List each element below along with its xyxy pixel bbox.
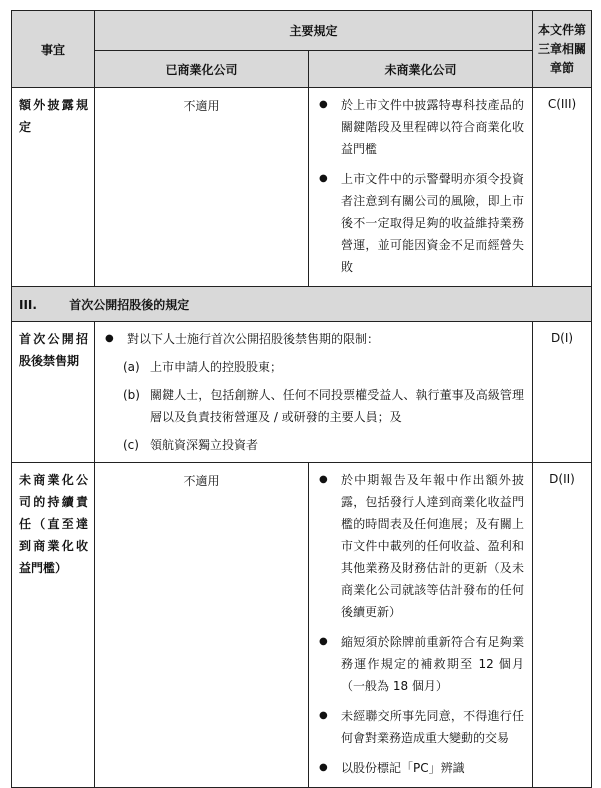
not-applicable-text: 不適用 [95,88,309,287]
list-item: ● 於上市文件中披露特專科技產品的關鍵階段及里程碑以符合商業化收益門檻 [315,94,524,160]
list-item: ● 上市文件中的示警聲明亦須令投資者注意到有關公司的風險，即上市後不一定取得足夠的收益維持業務營運，並可能因資金不足而經營失敗 [315,168,524,278]
bullet-dot-icon: ● [319,99,328,110]
header-matter: 事宜 [12,11,95,88]
topic-disclosure: 額外披露規定 [12,88,95,287]
lockup-content [95,322,533,463]
header-section-ref: 本文件第三章相關章節 [533,11,592,88]
list-item: (b) 關鍵人士，包括創辦人、任何不同投票權受益人、執行董事及高級管理層以及負責技術營運及 / 或研發的主要人員；及 [123,388,525,424]
list-item: ● 縮短須於除牌前重新符合有足夠業務運作規定的補救期至 12 個月（一般為 18 個月） [315,631,524,697]
bullet-dot-icon: ● [319,474,328,485]
section-ref: D(I) [533,322,592,463]
list-item: (c) 領航資深獨立投資者 [123,438,259,452]
ongoing-bullets [309,463,533,788]
list-item: ● 未經聯交所事先同意，不得進行任何會對業務造成重大變動的交易 [315,705,524,749]
section-title: 首次公開招股後的規定 [69,297,190,312]
bullet-dot-icon: ● [105,333,114,344]
list-item: (a) 上市申請人的控股股東； [123,360,283,374]
list-item: ● 對以下人士施行首次公開招股後禁售期的限制： [101,328,524,350]
list-item: ● 以股份標記「PC」辨識 [315,757,524,779]
disclosure-bullets [309,88,533,287]
bullet-dot-icon: ● [319,173,328,184]
table-row [12,322,592,463]
table-row [12,463,592,788]
topic-lockup: 首次公開招股後禁售期 [12,322,95,463]
section-ref: D(II) [533,463,592,788]
subheader-pre-commercial: 未商業化公司 [309,51,533,88]
topic-ongoing: 未商業化公司的持續責任（直至達到商業化收益門檻） [12,463,95,788]
section-ref: C(III) [533,88,592,287]
bullet-dot-icon: ● [319,762,328,773]
list-item: ● 於中期報告及年報中作出額外披露，包括發行人達到商業化收益門檻的時間表及任何進展；及有關上市文件中載列的任何收益、盈利和其他業務及財務估計的更新（及未商業化公司就該等估計發布的任何後續更新） [315,469,524,623]
header-main-rules: 主要規定 [95,11,533,51]
bullet-dot-icon: ● [319,710,328,721]
section-number: III. [19,297,37,312]
section-heading-row [12,287,592,322]
requirements-table [11,10,592,788]
table-row [12,88,592,287]
not-applicable-text: 不適用 [95,463,309,788]
subheader-commercialised: 已商業化公司 [95,51,309,88]
bullet-dot-icon: ● [319,636,328,647]
